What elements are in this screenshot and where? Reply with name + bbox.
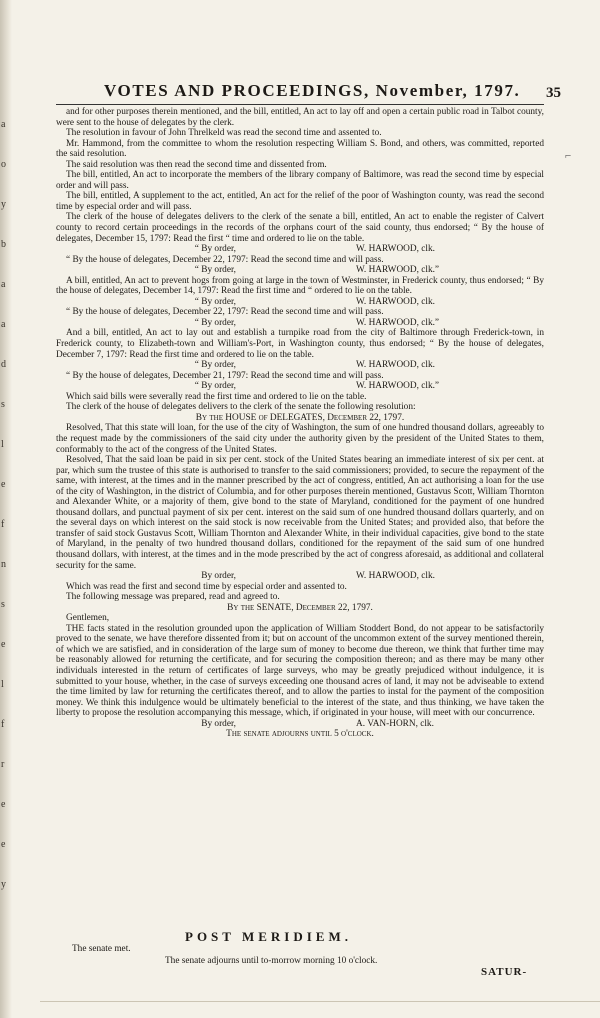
signature-line bbox=[56, 360, 544, 371]
paragraph: Resolved, That this state will loan, for the use of the city of Washington, the sum of one hundred thousand dollars, agreeably to the request made by the commissioners of the said city under the authority given by the president of the United States to them, conformably to the act of the congress of the United States. bbox=[56, 423, 544, 455]
paragraph: A bill, entitled, An act to prevent hogs from going at large in the town of Westminster, in Frederick county, thus endorsed; “ By the house of delegates, December 14, 1797: Read the first time and “ ordered to lie on the table. bbox=[56, 275, 544, 297]
adjourn-line: The senate adjourns until to-morrow morning 10 o'clock. bbox=[165, 956, 378, 966]
by-order: By order, bbox=[201, 718, 236, 729]
centered-heading: By the SENATE, December 22, 1797. bbox=[227, 602, 373, 613]
running-head: VOTES AND PROCEEDINGS, November, 1797. bbox=[104, 81, 521, 100]
clerk-name: W. HARWOOD, clk.” bbox=[356, 381, 440, 392]
gutter-letter: e bbox=[1, 479, 6, 490]
clerk-name: W. HARWOOD, clk.” bbox=[356, 265, 440, 276]
clerk-name: W. HARWOOD, clk. bbox=[356, 360, 435, 371]
gutter-letter: f bbox=[1, 519, 5, 530]
gutter-letter: a bbox=[1, 319, 6, 330]
paragraph: and for other purposes therein mentioned, and the bill, entitled, An act to lay off and open a certain public road in Talbot county, were sent to the house of delegates by the clerk. bbox=[56, 107, 544, 128]
gutter-letter: e bbox=[1, 839, 6, 850]
paragraph: “ By the house of delegates, December 21, 1797: Read the second time and will pass. bbox=[66, 370, 384, 381]
gutter-letter: a bbox=[1, 279, 6, 290]
paragraph: “ By the house of delegates, December 22, 1797: Read the second time and will pass. bbox=[66, 254, 384, 265]
by-order: “ By order, bbox=[194, 360, 236, 371]
by-order: “ By order, bbox=[194, 244, 236, 255]
gutter-letter: y bbox=[1, 879, 6, 890]
signature-line bbox=[56, 297, 544, 308]
paragraph: Resolved, That the said loan be paid in six per cent. stock of the United States bearing an immediate interest of six per cent. at par, which sum the trustee of this state is authorised to transfer to the said commissioners; provided, to secure the repayment of the same, with interest, at the times and in the manner prescribed by the act of congress, entitled, An act authorising a loan for the use of the city of Washington, in the district of Columbia, and for other purposes therein mentioned, Gustavus Scott, William Thornton and Alexander White, or a majority of them, give bond to the state of Maryland, conditioned for the payment of one hundred thousand dollars, and punctual payment of six per cent. interest on the said sum of one hundred thousand dollars quarterly, and on the several days on which interest on the said stock is now receivable from the United States; and provided also, that before the transfer of said stock Gustavus Scott, William Thornton and Alexander White, in their individual capacities, give bond to the state of Maryland, in the penalty of two hundred thousand dollars, conditioned for the repayment of the said sum of one hundred thousand dollars, with interest, at the times and in the mode prescribed by the act of congress aforesaid, as additional and collateral security for the same. bbox=[56, 455, 544, 571]
gutter-letter: b bbox=[1, 239, 6, 250]
signature-line bbox=[56, 244, 544, 255]
paragraph: The following message was prepared, read and agreed to. bbox=[66, 592, 280, 603]
gutter-letter: a bbox=[1, 119, 6, 130]
gutter-letter: r bbox=[1, 759, 5, 770]
margin-mark: ⌐ bbox=[565, 150, 572, 162]
page-number: 35 bbox=[546, 85, 561, 101]
paragraph: Gentlemen, bbox=[66, 613, 110, 624]
clerk-name: W. HARWOOD, clk. bbox=[356, 296, 435, 307]
gutter-letter: l bbox=[1, 439, 4, 450]
paragraph: Which was read the first and second time by especial order and assented to. bbox=[66, 581, 347, 592]
by-order: “ By order, bbox=[194, 296, 236, 307]
paragraph: The resolution in favour of John Threlkeld was read the second time and assented to. bbox=[66, 128, 382, 139]
page-bottom-edge bbox=[40, 1001, 600, 1002]
gutter-letter: e bbox=[1, 639, 6, 650]
paragraph: And a bill, entitled, An act to lay out and establish a turnpike road from the city of Baltimore through Frederick-town, in Frederick county, to Elizabeth-town and William's-Port, in Washington county, thus endorsed; “ By the house of delegates, December 7, 1797: Read the first time and ordered to lie on the table. bbox=[56, 328, 544, 360]
post-meridiem-heading: POST MERIDIEM. bbox=[185, 929, 352, 944]
gutter-letter: d bbox=[1, 359, 6, 370]
paragraph: The said resolution was then read the second time and dissented from. bbox=[66, 159, 327, 170]
signature-line bbox=[56, 381, 544, 392]
paragraph: Mr. Hammond, from the committee to whom the resolution respecting William S. Bond, and others, was committed, reported the said resolution. bbox=[56, 138, 544, 160]
by-order: “ By order, bbox=[194, 381, 236, 392]
gutter-letter: l bbox=[1, 679, 4, 690]
paragraph: The bill, entitled, An act to incorporate the members of the library company of Baltimore, was read the second time by especial order and will pass. bbox=[56, 170, 544, 191]
signature-line bbox=[56, 571, 544, 582]
signature-line bbox=[56, 719, 544, 730]
paragraph: “ By the house of delegates, December 22, 1797: Read the second time and will pass. bbox=[66, 307, 384, 318]
clerk-name: A. VAN-HORN, clk. bbox=[356, 718, 434, 729]
gutter-letter: e bbox=[1, 799, 6, 810]
by-order: “ By order, bbox=[194, 265, 236, 276]
gutter-letter: s bbox=[1, 599, 5, 610]
paragraph: The clerk of the house of delegates delivers to the clerk of the senate a bill, entitled, An act to enable the register of Calvert county to record certain proceedings in the records of the orphans court of the said county, thus endorsed; “ By the house of delegates, December 15, 1797: Read the first “ time and ordered to lie on the table. bbox=[56, 212, 544, 244]
senate-met-line: The senate met. bbox=[72, 944, 131, 954]
paragraph: Which said bills were severally read the first time and ordered to lie on the table. bbox=[66, 391, 367, 402]
gutter-letters bbox=[0, 0, 12, 1018]
gutter-letter: s bbox=[1, 399, 5, 410]
signature-line bbox=[56, 318, 544, 329]
head-rule bbox=[56, 104, 544, 105]
by-order: By order, bbox=[201, 571, 236, 582]
clerk-name: W. HARWOOD, clk. bbox=[356, 571, 435, 582]
gutter-letter: f bbox=[1, 719, 5, 730]
paragraph: The bill, entitled, A supplement to the act, entitled, An act for the relief of the poor of Washington county, was read the second time by especial order and will pass. bbox=[56, 191, 544, 212]
body-text bbox=[56, 107, 544, 740]
paragraph: THE facts stated in the resolution grounded upon the application of William Stoddert Bond, do not appear to be satisfactorily proved to the senate, we have therefore dissented from it; but on account of the uncommon extent of the survey mentioned therein, of which we are satisfied, and in consideration of the large sum of money to become due thereon, we think that further time may be reasonably allowed for returning the certificate, and for securing the composition thereon; and as there may be many other individuals interested in the return of certificates of large surveys, who may be greatly prejudiced without indulgence, it is submitted to your house, whether, in the case of surveys exceeding one thousand acres of land, it may not be adviseable to extend the time limited by law for returning the certificates thereof, and to allow the parties to instal for the payment of the composition money. We think this indulgence would be ultimately beneficial to the interest of the state, and thus thinking, we have taken the liberty to propose the resolution accompanying this message, which, if originated in your house, will meet with our concurrence. bbox=[56, 623, 544, 719]
gutter-letter: y bbox=[1, 199, 6, 210]
signature-line bbox=[56, 265, 544, 276]
clerk-name: W. HARWOOD, clk.” bbox=[356, 317, 440, 328]
catchword: SATUR- bbox=[481, 966, 528, 978]
centered-heading: By the HOUSE of DELEGATES, December 22, 1797. bbox=[195, 412, 405, 423]
gutter-letter: o bbox=[1, 159, 6, 170]
centered-heading: The senate adjourns until 5 o'clock. bbox=[226, 729, 374, 740]
gutter-letter: n bbox=[1, 559, 6, 570]
paragraph: The clerk of the house of delegates delivers to the clerk of the senate the following resolution: bbox=[66, 402, 416, 413]
by-order: “ By order, bbox=[194, 317, 236, 328]
clerk-name: W. HARWOOD, clk. bbox=[356, 244, 435, 255]
